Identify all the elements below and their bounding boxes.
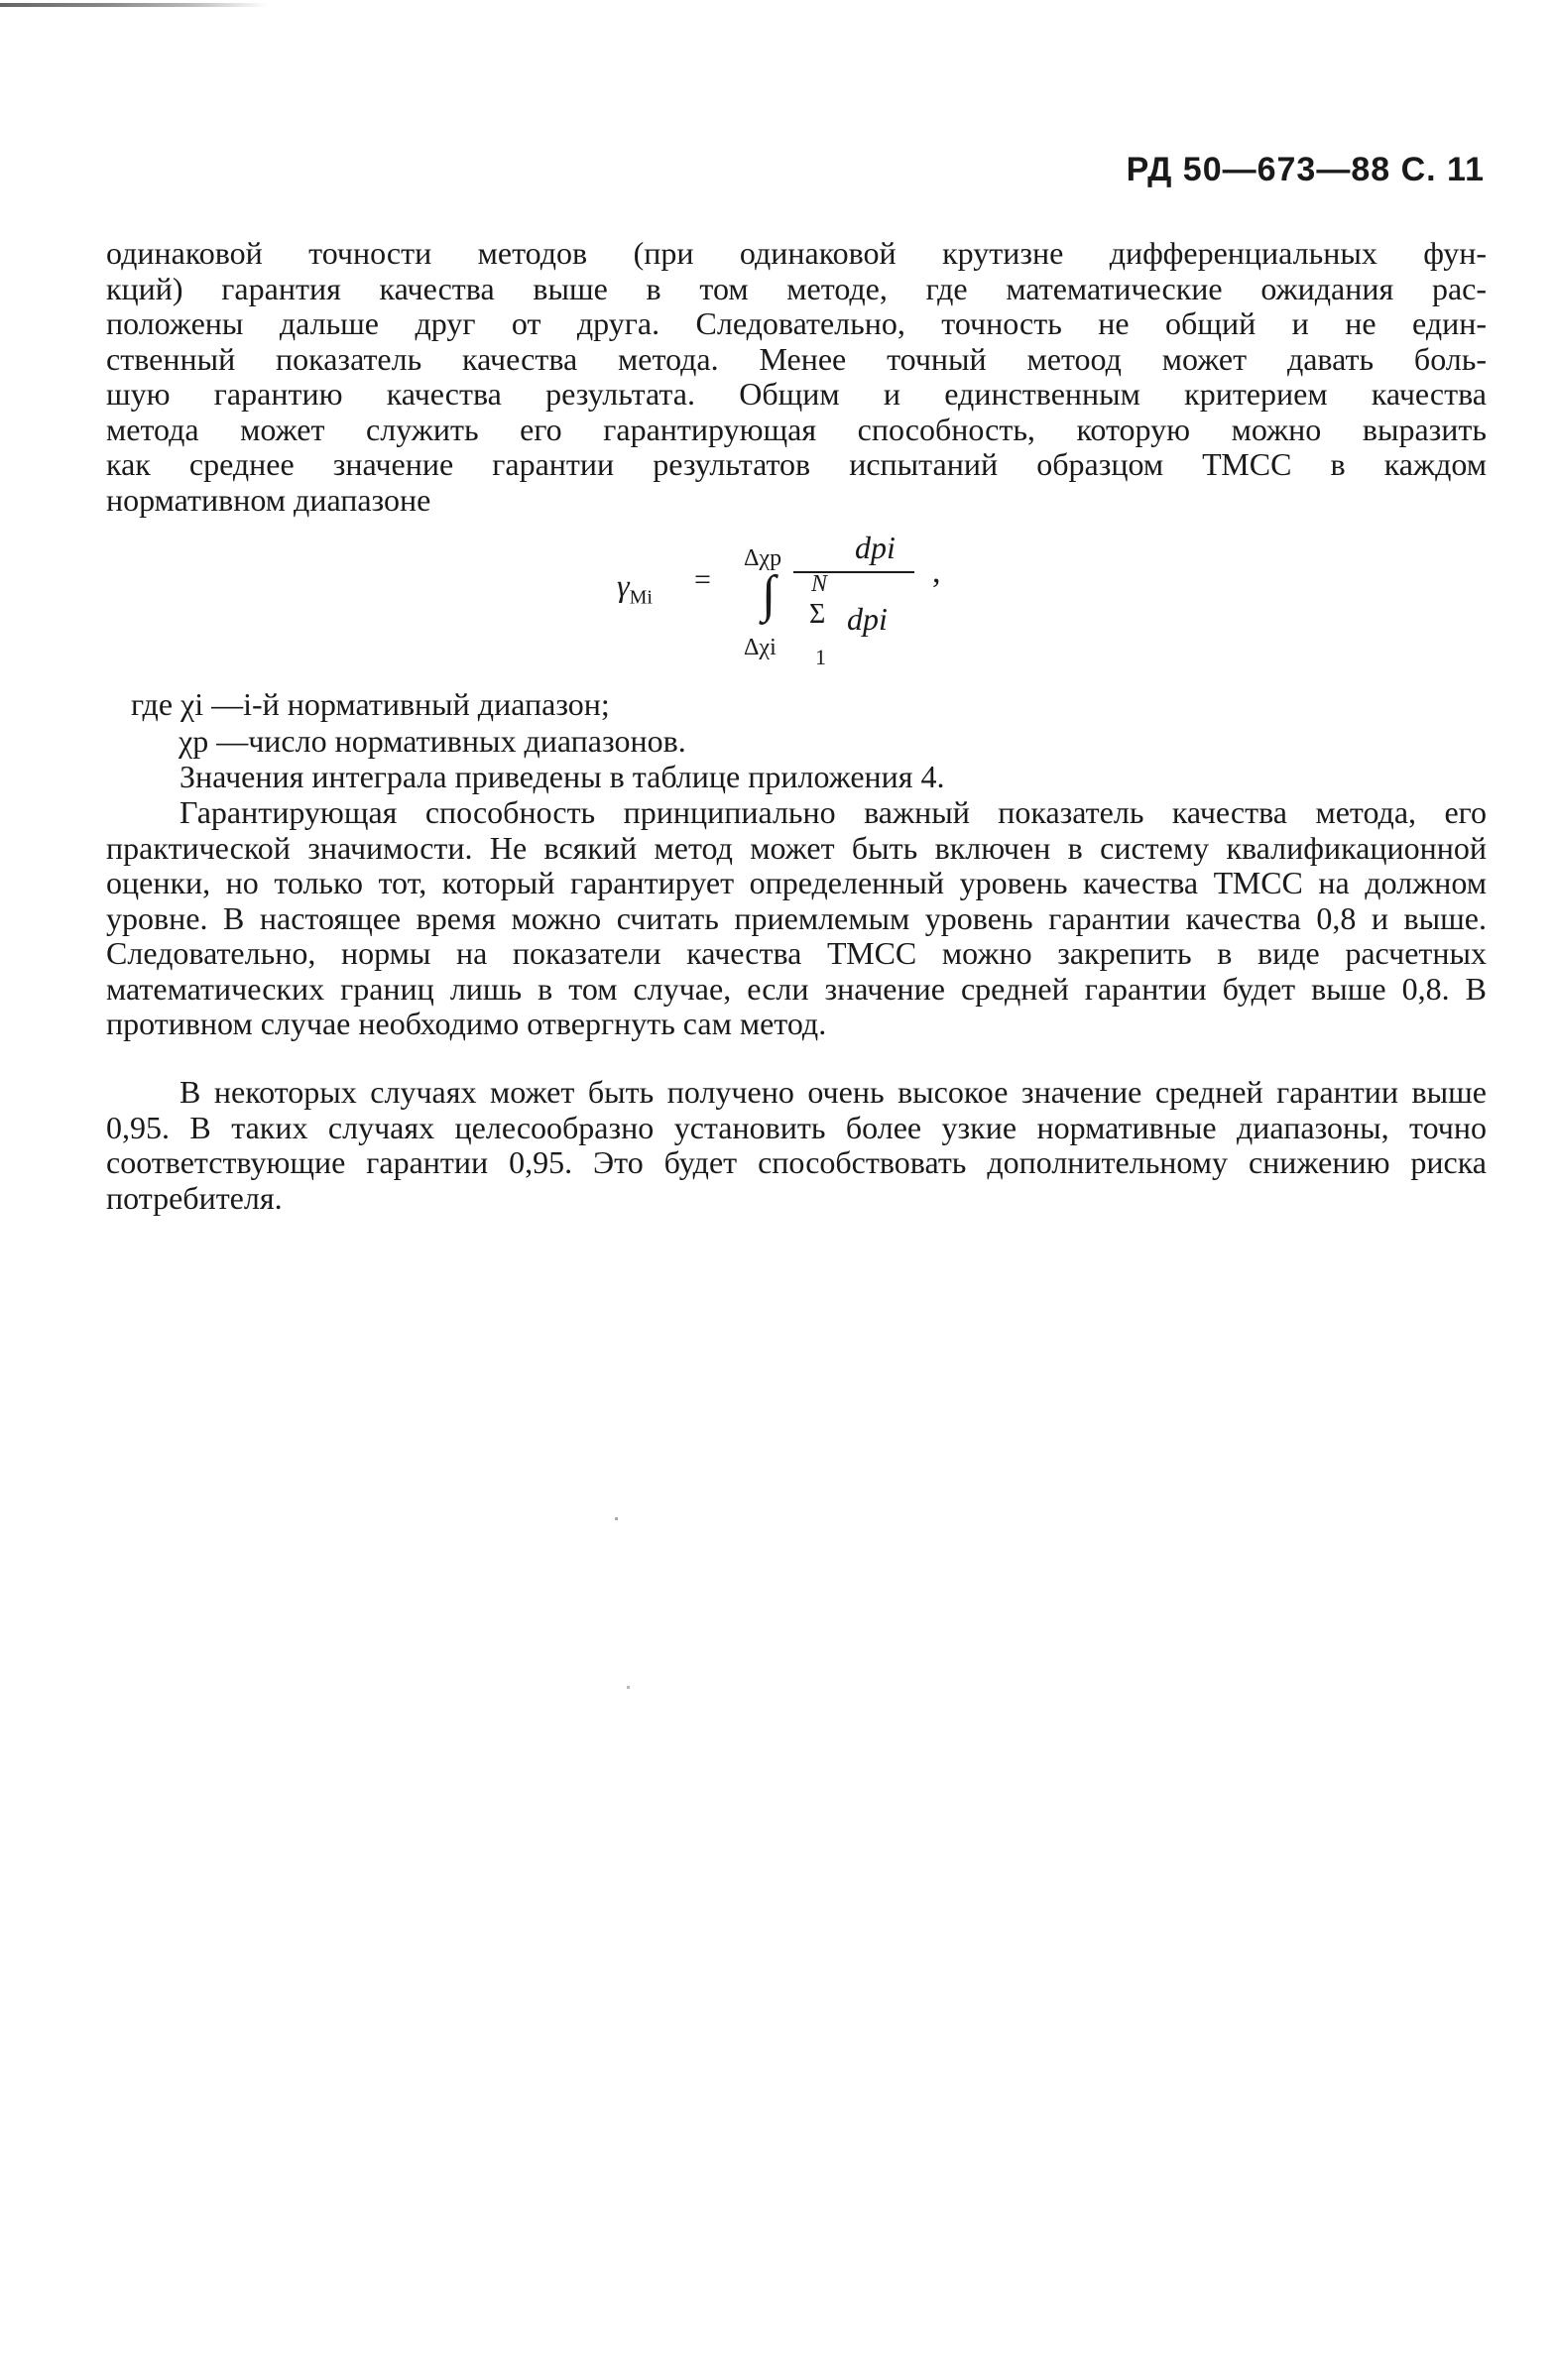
formula-gamma: γ [617, 567, 630, 603]
integral-upper-limit: Δχp [744, 545, 782, 571]
text-line: шую гарантию качества результата. Общим и единственным критерием качества [106, 376, 1487, 412]
text-line: ственный показатель качества метода. Менее точный метоод может давать боль- [106, 340, 1487, 377]
scan-artifact [0, 3, 268, 7]
page-header: РД 50—673—88 С. 11 [1126, 151, 1485, 188]
text-line: как среднее значение гарантии результатов испытаний образцом ТМСС в каждом [106, 446, 1487, 482]
fraction-denominator: dpi [847, 601, 888, 637]
text-line: нормативном диапазоне [106, 481, 431, 518]
formula-lhs [617, 567, 653, 609]
formula-comma: , [932, 553, 941, 590]
text-line: метода может служить его гарантирующая способность, которую можно выразить [106, 411, 1487, 447]
paragraph-text: В некоторых случаях может быть получено очень высокое значение средней гарантии выше 0,95. В таких случаях целесообразно установить более узкие нормативные диапазоны, точно соответствующие гарантии 0,95. Это будет способствовать дополнительному снижению риска потребителя. [106, 1074, 1487, 1216]
integral-sign: ∫ [762, 566, 777, 623]
paragraph-guarantee-ability [106, 795, 1487, 1042]
text-line: кций) гарантия качества выше в том методе, где математические ожидания рас- [106, 270, 1487, 306]
where-definition-2: χp —число нормативных диапазонов. [179, 723, 686, 759]
text-line: положены дальше друг от друга. Следовательно, точность не общий и не един- [106, 305, 1487, 341]
scan-speck [615, 1517, 618, 1520]
formula-average-guarantee [595, 530, 992, 684]
paragraph-text: Гарантирующая способность принципиально важный показатель качества метода, его практической значимости. Не всякий метод может быть включен в систему квалификационной оценки, но только тот, который гарантирует определенный уровень качества ТМСС на должном уровне. В настоящее время можно считать приемлемым уровень гарантии качества 0,8 и выше. Следовательно, нормы на показатели качества ТМСС можно закрепить в виде расчетных математических границ лишь в том случае, если значение средней гарантии будет выше 0,8. В противном случае необходимо отвергнуть сам метод. [106, 794, 1487, 1041]
text-line: одинаковой точности методов (при одинаковой крутизне дифференциальных фун- [106, 235, 1487, 271]
sum-sign: Σ [809, 599, 826, 630]
integral-lower-limit: Δχi [744, 635, 777, 660]
fraction-numerator: dpi [855, 530, 896, 565]
scan-speck [627, 1686, 630, 1689]
paragraph-text: Значения интеграла приведены в таблице приложения 4. [180, 759, 945, 794]
sum-upper-limit: N [811, 571, 828, 597]
paragraph-high-guarantee [106, 1075, 1487, 1216]
where-definition-1: где χi —i-й нормативный диапазон; [131, 686, 610, 722]
paragraph-intro [106, 236, 1487, 518]
formula-equals: = [694, 563, 711, 596]
formula-lhs-subscript: Mi [629, 586, 653, 609]
paragraph-integral-values [106, 760, 1487, 795]
sum-lower-limit: 1 [815, 645, 826, 669]
